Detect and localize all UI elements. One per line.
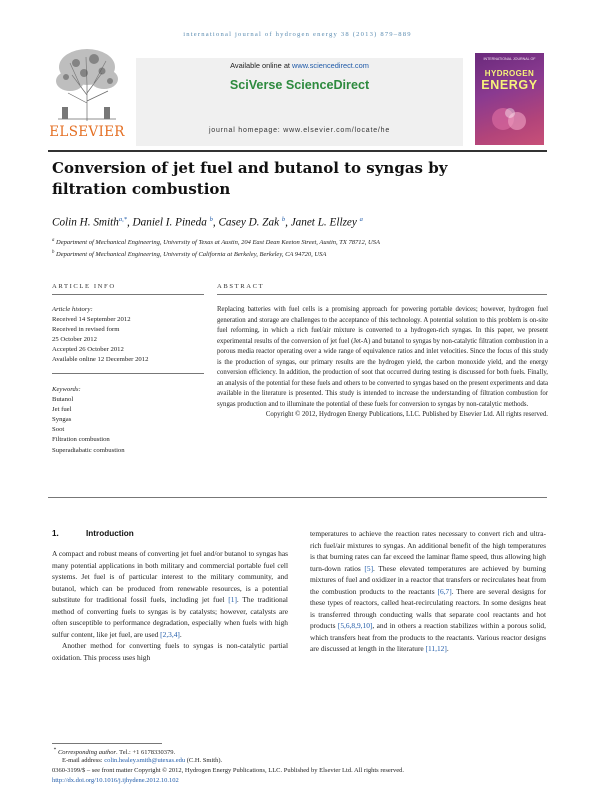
author-separator: , <box>285 216 291 229</box>
affiliation-marker: b <box>52 250 55 255</box>
available-online-line <box>136 61 463 70</box>
history-entry: 25 October 2012 <box>52 336 97 344</box>
available-prefix: Available online at <box>230 61 293 70</box>
paragraph-text: . There are several designs for these types of reactors, called heat-recirculating reactors. In some designs heat is transferred through conducting walls that separate cool reactants and hot products <box>310 586 546 631</box>
author-separator: , <box>212 216 219 229</box>
email-footnote <box>52 756 547 766</box>
journal-homepage-line[interactable]: journal homepage: www.elsevier.com/locate/he <box>208 127 391 134</box>
cover-series-label: INTERNATIONAL JOURNAL OF <box>483 57 536 61</box>
article-history <box>52 305 202 366</box>
paragraph <box>310 528 546 655</box>
sciencedirect-banner <box>136 58 463 146</box>
affiliation-text: Department of Mechanical Engineering, University of Texas at Austin, 204 East Dean Keeton Street, Austin, TX 78712, USA <box>56 239 380 247</box>
elsevier-wordmark: ELSEVIER <box>49 124 125 140</box>
author-separator: , <box>126 216 133 229</box>
keywords-block <box>52 385 202 456</box>
article-info-heading: ARTICLE INFO <box>52 283 116 290</box>
corresponding-author-phone: . Tel.: +1 6178330379. <box>116 749 176 757</box>
paragraph-text: . <box>179 629 182 639</box>
keyword-item: Butanol <box>52 396 74 404</box>
abstract-body <box>217 305 548 421</box>
affiliation-b <box>52 250 547 258</box>
cover-title-hydrogen: HYDROGEN <box>484 69 535 78</box>
article-title: Conversion of jet fuel and butanol to syngas by filtration combustion <box>52 159 448 198</box>
abstract-rule <box>217 294 547 295</box>
citation-link[interactable]: [2,3,4] <box>160 629 180 639</box>
author-affiliation-marker[interactable]: a,* <box>118 216 127 223</box>
sciencedirect-link[interactable]: www.sciencedirect.com <box>292 61 369 70</box>
header-rule <box>48 150 547 152</box>
abstract-heading: ABSTRACT <box>217 283 265 290</box>
paragraph-text: temperatures to achieve the reaction rates necessary to convert rich and ultra-rich fuel/air mixtures to syngas. An additional benefit of the high temperatures is that burning rates can far exceed the laminar flame speed, thus allowing high turn-down ratios <box>310 529 546 573</box>
affiliation-marker: a <box>52 238 55 243</box>
author-affiliation-marker[interactable]: b <box>281 216 286 223</box>
keyword-item: Filtration combustion <box>52 436 110 444</box>
email-label: E-mail address: <box>62 757 105 764</box>
author-list <box>52 216 542 229</box>
author-name[interactable]: Colin H. Smith <box>52 216 119 229</box>
cover-title-energy: ENERGY <box>481 78 538 92</box>
elsevier-tree-icon <box>50 45 124 123</box>
section-number: 1. <box>52 529 59 538</box>
paragraph <box>52 640 288 663</box>
keyword-item: Superadiabatic combustion <box>52 446 125 454</box>
history-entry: Available online 12 December 2012 <box>52 356 149 364</box>
footnote-marker: * <box>53 747 57 753</box>
author-name[interactable]: Daniel I. Pineda <box>132 216 207 229</box>
paragraph-text: Another method for converting fuels to syngas is non-catalytic partial oxidation. This process uses high <box>52 641 288 662</box>
article-info-rule <box>52 294 204 295</box>
issn-copyright-line: 0360-3199/$ – see front matter Copyright © 2012, Hydrogen Energy Publications, LLC. Published by Elsevier Ltd. All rights reserved. <box>52 767 404 774</box>
section-title: Introduction <box>86 529 134 538</box>
citation-link[interactable]: [5] <box>364 563 374 573</box>
sciverse-sciencedirect-wordmark: SciVerse ScienceDirect <box>229 78 370 92</box>
footnote-rule <box>52 743 162 744</box>
email-link[interactable]: colin.healey.smith@utexas.edu <box>104 757 186 764</box>
citation-link[interactable]: [1] <box>228 595 237 605</box>
cover-artwork-icon <box>485 103 534 135</box>
corresponding-author-label: Corresponding author <box>57 749 117 757</box>
keyword-item: Syngas <box>52 416 72 424</box>
author-affiliation-marker[interactable]: a <box>359 216 363 223</box>
paragraph <box>52 548 288 640</box>
elsevier-logo <box>48 45 126 139</box>
article-history-label: Article history: <box>52 306 93 313</box>
author-name[interactable]: Janet L. Ellzey <box>290 216 357 229</box>
history-entry: Received 14 September 2012 <box>52 316 131 324</box>
paragraph-text: A compact and robust means of converting jet fuel and/or butanol to syngas has many potential applications in both military and commercial portable fuel cell systems. Jet fuel is of particular interest to the military community, and butanol, which can be produced from renewable resources, is a potential substitute for traditional fossil fuels, including jet fuel <box>52 549 288 605</box>
affiliation-text: Department of Mechanical Engineering, University of California at Berkeley, Berkeley, CA 94720, USA <box>56 251 327 259</box>
journal-cover-thumbnail <box>475 53 544 145</box>
keywords-rule <box>52 373 204 374</box>
history-entry: Received in revised form <box>52 326 120 334</box>
paragraph-text: , and in others a reaction stabilizes within a porous solid, which transfers heat from the products to the reactants. Various reactor designs are discussed at length in the literature <box>310 621 546 654</box>
citation-link[interactable]: [6,7] <box>437 586 452 596</box>
paragraph-text: . These elevated temperatures are achieved by burning mixtures of fuel and oxidizer in a reactor that transfers or recirculates heat from the combustion products to the reactants <box>310 563 546 596</box>
citation-link[interactable]: [5,6,8,9,10] <box>337 621 373 631</box>
doi-link[interactable]: http://dx.doi.org/10.1016/j.ijhydene.2012.10.102 <box>52 777 179 784</box>
citation-link[interactable]: [11,12] <box>425 644 447 654</box>
keyword-item: Soot <box>52 426 65 434</box>
abstract-bottom-rule <box>48 497 547 498</box>
body-column-right <box>310 528 546 655</box>
email-owner: (C.H. Smith). <box>185 757 223 764</box>
body-column-left <box>52 548 288 663</box>
history-entry: Accepted 26 October 2012 <box>52 346 124 354</box>
keyword-item: Jet fuel <box>52 406 72 414</box>
abstract-copyright: Copyright © 2012, Hydrogen Energy Publications, LLC. Published by Elsevier Ltd. All rights reserved. <box>265 411 548 419</box>
affiliation-a <box>52 238 547 246</box>
introduction-heading <box>52 529 134 538</box>
abstract-text: Replacing batteries with fuel cells is a promising approach for powering portable devices; however, hydrogen fuel generation and storage are challenges to the acceptance of this technology. A potential solution to this problem is on-site fuel reforming, in which a rich fuel/air mixture is converted to a hydrogen-rich syngas. In this paper, we present experimental results of the conversion of jet fuel (Jet-A) and butanol to syngas by non-catalytic filtration combustion in a porous media reactor operating over a wide range of equivalence ratios and inlet velocities. Since the focus of this study is the production of syngas, our primary results are the hydrogen yield, the carbon monoxide yield, and the energy conversion efficiency. In addition, the production of soot that occurred during testing is discussed for both fuels. Finally, an analysis of the potential for these fuels and others to be converted to syngas based on the present experiments and data available in the literature is presented. This study is intended to increase the understanding of filtration combustion for syngas production and to illuminate the potential of these fuels for conversion to syngas by non-catalytic methods. <box>217 306 548 408</box>
author-affiliation-marker[interactable]: b <box>209 216 213 223</box>
journal-citation-line: international journal of hydrogen energy 38 (2013) 879–889 <box>183 31 412 38</box>
author-name[interactable]: Casey D. Zak <box>218 216 280 229</box>
keywords-label: Keywords: <box>52 386 81 393</box>
paragraph-text: . <box>446 644 449 654</box>
paragraph-text: . The traditional method of converting fuels to syngas is by catalysts; however, catalysts are often susceptible to performance degradation, especially when fuels with high sulfur content, like jet fuel, are used <box>52 595 288 639</box>
